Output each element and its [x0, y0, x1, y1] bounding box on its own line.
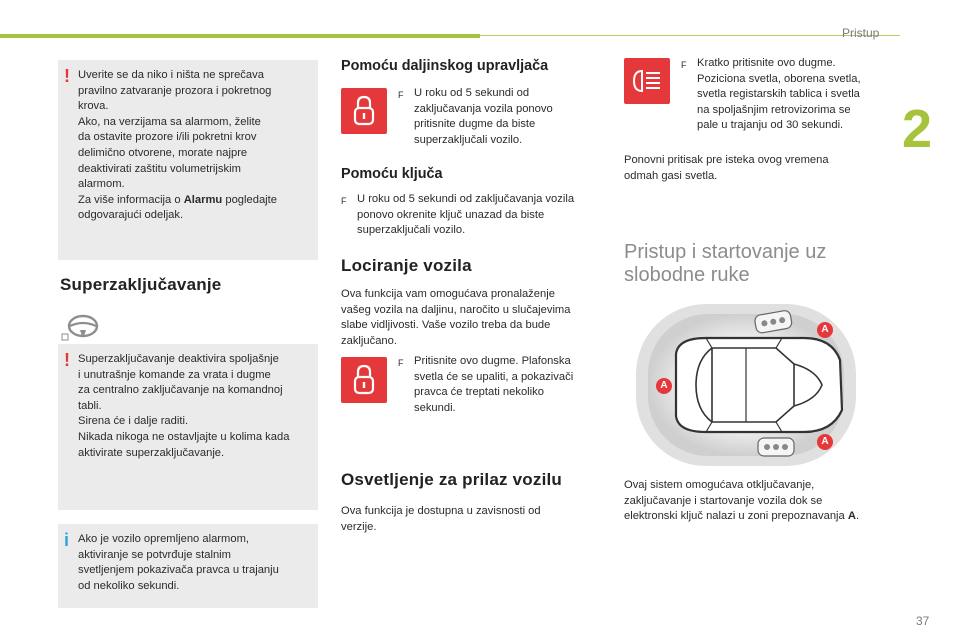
info-text-line: aktiviranje se potvrđuje stalnim [78, 548, 231, 561]
info-text-line: svetljenjem pokazivača pravca u trajanju [78, 564, 279, 577]
warning-text-line: deaktivirati zaštitu volumetrijskim [78, 162, 241, 175]
light-bullet: F Kratko pritisnite ovo dugme. Poziciona svetla, oborena svetla, svetla registarskih tablica i svetla na spoljašnjim retrovizorima se pale u trajanju od 30 sekundi. [681, 57, 861, 132]
locate-heading: Lociranje vozila [341, 256, 472, 275]
zone-marker-a: A [817, 322, 833, 338]
warning-box-superlock [58, 344, 318, 510]
headlight-icon [624, 58, 670, 104]
warning-text-line: Ako, na verzijama sa alarmom, želite [78, 115, 261, 128]
warning-text-line: i unutrašnje komande za vrata i dugme [78, 368, 271, 381]
info-text-line: Ako je vozilo opremljeno alarmom, [78, 533, 249, 545]
key-bullet: F U roku od 5 sekundi od zaključavanja vozila ponovo okrenite ključ unazad da biste superzaključali vozilo. [341, 193, 575, 237]
locate-bullet: F Pritisnite ovo dugme. Plafonska svetla će se upaliti, a pokazivači pravca će treptati nekoliko sekundi. [398, 355, 574, 414]
key-heading: Pomoću ključa [341, 166, 443, 182]
approach-text: Ova funkcija je dostupna u zavisnosti od verzije. [341, 505, 541, 533]
section-title: Pristup [842, 26, 880, 40]
car-top-view-diagram [626, 300, 866, 475]
handsfree-text: Ovaj sistem omogućava otključavanje, zaključavanje i startovanje vozila dok se elektronski ključ nalazi u zoni prepoznavanja A. [624, 478, 914, 525]
lock-icon [341, 357, 387, 403]
bullet-marker: F [681, 60, 687, 70]
warning-text-line: za centralno zaključavanje na komandnoj [78, 384, 283, 397]
bullet-marker: F [341, 196, 347, 206]
approach-heading: Osvetljenje za prilaz vozilu [341, 470, 563, 489]
remote-heading: Pomoću daljinskog upravljača [341, 58, 549, 74]
warning-text-alarm-ref: Za više informacija o Alarmu pogledajte [78, 193, 277, 206]
steering-wheel-icon [60, 312, 106, 347]
warning-text-line: krova. [78, 100, 109, 113]
bullet-marker: F [398, 90, 404, 100]
zone-marker-a: A [656, 378, 672, 394]
handsfree-text-last: elektronski ključ nalazi u zoni prepoznavanja A. [624, 510, 860, 523]
warning-text-line: tabli. [78, 399, 102, 412]
repeat-press-text: Ponovni pritisak pre isteka ovog vremena odmah gasi svetla. [624, 154, 829, 182]
page-number: 37 [916, 614, 930, 628]
warning-text-line: Nikada nikoga ne ostavljajte u kolima kada [78, 430, 290, 443]
lock-icon [341, 88, 387, 134]
warning-text-line: da ostavite prozore i/ili pokretni krov [78, 131, 257, 144]
warning-text-line: Sirena će i dalje raditi. [78, 415, 189, 428]
info-icon: i [64, 530, 70, 550]
chapter-number: 2 [902, 99, 933, 159]
car-body [676, 338, 842, 432]
electronic-key-bottom [758, 438, 794, 456]
locate-text: Ova funkcija vam omogućava pronalaženje vašeg vozila na daljinu, naročito u slučajevima slabe vidljivosti. Vaše vozilo treba da bude zaključano. [341, 288, 571, 347]
warning-text-line: pravilno zatvaranje prozora i pokretnog [78, 84, 272, 97]
zone-marker-a: A [817, 434, 833, 450]
alarm-reference[interactable]: Alarmu [183, 193, 223, 206]
header-rule [480, 35, 900, 36]
warning-text-line: Superzaključavanje deaktivira spoljašnje [78, 353, 279, 365]
remote-bullet: F U roku od 5 sekundi od zaključavanja vozila ponovo pritisnite dugme da biste superzaključali vozilo. [398, 87, 553, 146]
warning-text-line: Uverite se da niko i ništa ne sprečava [78, 69, 264, 81]
handsfree-heading: Pristup i startovanje uz slobodne ruke [624, 241, 827, 286]
warning-icon: ! [64, 66, 70, 86]
warning-text-line: delimično otvorene, morate najpre [78, 146, 248, 159]
info-box-alarm [58, 524, 318, 608]
warning-text-line: alarmom. [78, 178, 125, 191]
superlock-heading: Superzaključavanje [60, 275, 222, 294]
header-accent-bar [0, 34, 480, 38]
warning-box-windows [58, 60, 318, 260]
warning-icon: ! [64, 350, 70, 370]
bullet-marker: F [398, 358, 404, 368]
warning-text-line: aktivirate superzaključavanje. [78, 446, 225, 459]
warning-text-line: odgovarajući odeljak. [78, 209, 184, 222]
info-text-line: od nekoliko sekundi. [78, 579, 180, 592]
